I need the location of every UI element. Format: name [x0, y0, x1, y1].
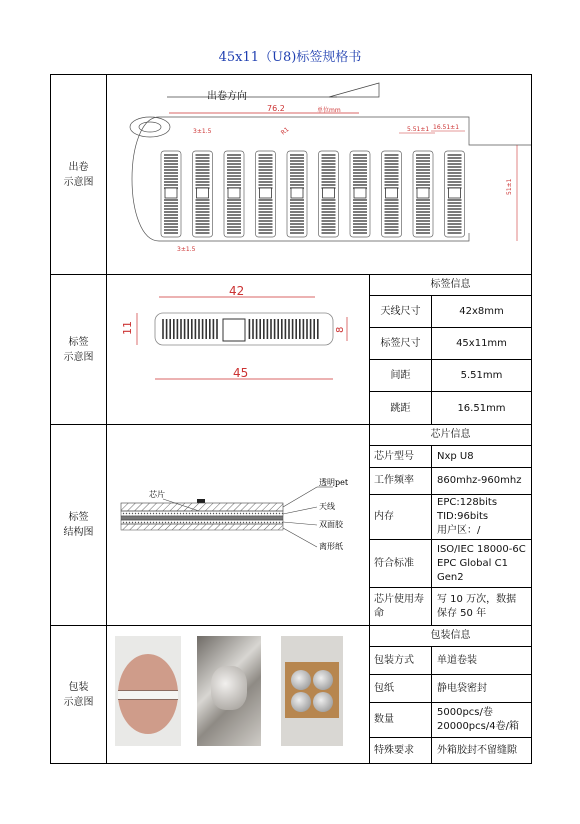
info-row: 包装方式 单道卷装	[370, 647, 531, 675]
dim-height: 51±1	[506, 178, 513, 195]
roll-tag	[161, 151, 181, 237]
tag-antenna	[163, 319, 318, 339]
roll-tag	[193, 151, 213, 237]
photo-box	[281, 636, 343, 746]
tag-diagram	[107, 275, 369, 425]
roll-diagram	[107, 75, 531, 274]
roll-tag	[413, 151, 433, 237]
dim-tag-w: 45	[233, 366, 249, 380]
packing-info-table	[369, 626, 531, 763]
tag-info-table	[369, 275, 531, 424]
chip-info-title: 芯片信息	[370, 425, 531, 446]
info-row: 数量 5000pcs/卷 20000pcs/4卷/箱	[370, 703, 531, 738]
dim-bottom: 3±1.5	[177, 246, 196, 253]
roll-tag	[224, 151, 244, 237]
roll-tag	[319, 151, 339, 237]
info-row: 内存 EPC:128bits TID:96bits 用户区：/	[370, 495, 531, 540]
packing-info-title: 包装信息	[370, 626, 531, 647]
layer-pet-label: 透明pet	[319, 478, 349, 487]
roll-tag	[350, 151, 370, 237]
roll-tags	[161, 151, 465, 237]
dim-tag-h: 11	[121, 321, 134, 335]
structure-section	[51, 424, 531, 625]
structure-diagram	[107, 425, 369, 626]
structure-label: 标签 结构图	[51, 425, 107, 625]
photo-bag	[197, 636, 261, 746]
roll-tag	[382, 151, 402, 237]
info-row: 符合标准 ISO/IEC 18000-6C EPC Global C1 Gen2	[370, 540, 531, 588]
packing-label: 包装 示意图	[51, 626, 107, 763]
packing-section	[51, 625, 531, 763]
roll-tag	[256, 151, 276, 237]
dim-gap: 5.51±1	[407, 126, 430, 133]
layer-adhesive-label: 双面胶	[319, 520, 343, 529]
info-row: 芯片型号 Nxp U8	[370, 446, 531, 468]
direction-label: 出卷方向	[207, 91, 247, 102]
dim-pitch: 16.51±1	[433, 124, 460, 131]
page-title: 45x11（U8)标签规格书	[218, 50, 362, 65]
unit-label: 单位mm	[317, 107, 341, 114]
dim-length: 76.2	[267, 104, 285, 113]
roll-tag	[445, 151, 465, 237]
roll-section	[51, 75, 531, 274]
tag-info-row: 天线尺寸 42x8mm	[370, 296, 531, 328]
tag-info-row: 间距 5.51mm	[370, 360, 531, 392]
dim-r: R1	[279, 126, 291, 137]
photo-roll	[115, 636, 181, 746]
tag-label: 标签 示意图	[51, 275, 107, 424]
chip-info-table	[369, 425, 531, 625]
tag-info-row: 标签尺寸 45x11mm	[370, 328, 531, 360]
layer-antenna-label: 天线	[319, 502, 335, 511]
layer-chip-label: 芯片	[149, 490, 165, 499]
roll-label: 出卷 示意图	[51, 75, 107, 274]
tag-info-title: 标签信息	[370, 275, 531, 296]
info-row: 工作频率 860mhz-960mhz	[370, 468, 531, 495]
dim-side: 3±1.5	[193, 128, 212, 135]
tag-section	[51, 274, 531, 424]
tag-info-row: 跳距 16.51mm	[370, 392, 531, 425]
dim-antenna-h: 8	[335, 326, 346, 333]
spec-table	[50, 74, 532, 764]
info-row: 包纸 静电袋密封	[370, 675, 531, 703]
info-row: 特殊要求 外箱胶封不留缝隙	[370, 738, 531, 764]
roll-tag	[287, 151, 307, 237]
dim-antenna-w: 42	[229, 284, 245, 298]
layer-liner-label: 离形纸	[319, 542, 343, 551]
info-row: 芯片使用寿 命 写 10 万次，数据 保存 50 年	[370, 588, 531, 626]
